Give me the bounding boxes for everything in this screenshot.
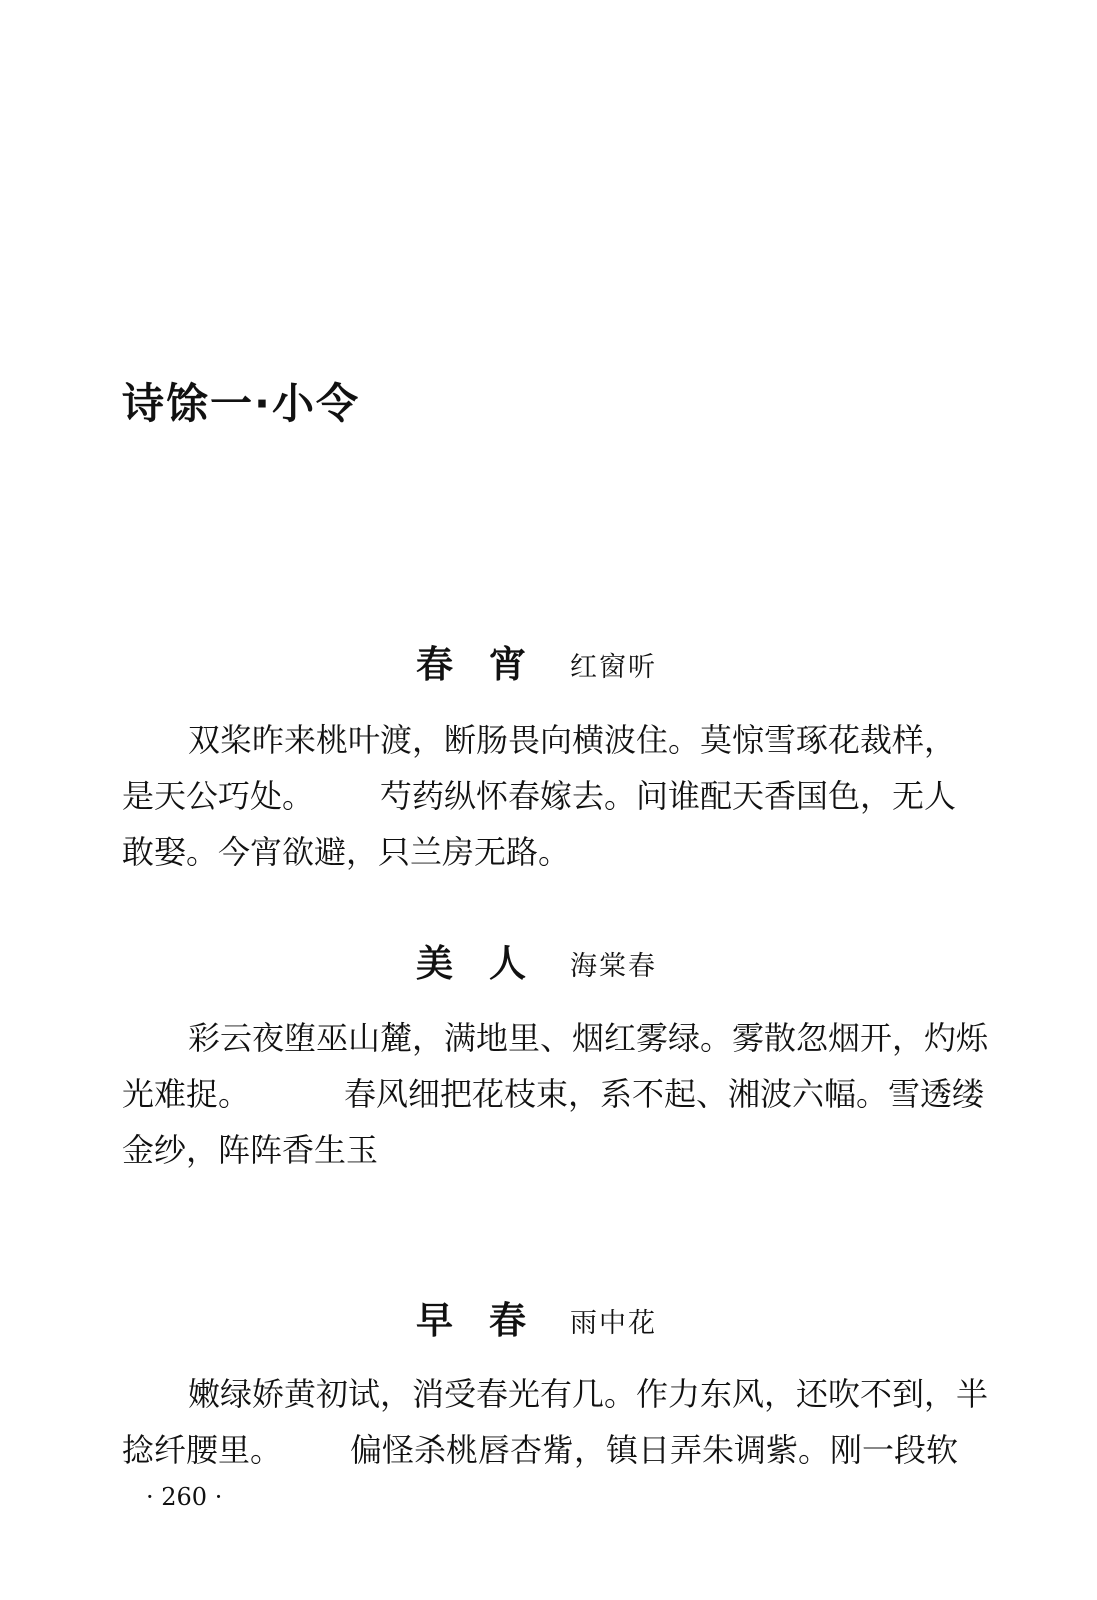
poem-heading xyxy=(0,640,1097,690)
poem-line-part: 光难捉。 xyxy=(122,1075,251,1113)
poem-line-part: 春风细把花枝束，系不起、湘波六幅。雪透缕 xyxy=(344,1075,985,1113)
poem-line: 金纱，阵阵香生玉 xyxy=(122,1131,379,1169)
poem-tune-name: 海棠春 xyxy=(570,951,657,982)
poem-heading xyxy=(0,939,1097,989)
poem-line xyxy=(122,1422,962,1478)
poem-title: 美人 xyxy=(416,942,562,985)
poem-line: 嫩绿娇黄初试，消受春光有几。作力东风，还吹不到，半 xyxy=(188,1375,989,1413)
page-number: · 260 · xyxy=(146,1483,223,1511)
poem-tune-name: 红窗听 xyxy=(570,652,657,683)
poem-line-part: 是天公巧处。 xyxy=(122,777,315,815)
poem-title: 早春 xyxy=(416,1299,562,1342)
poem-line-part: 芍药纵怀春嫁去。问谁配天香国色，无人 xyxy=(380,777,957,815)
poem-line-part: 偏怪杀桃唇杏觜，镇日弄朱调紫。刚一段软 xyxy=(350,1431,959,1469)
poem-line: 彩云夜堕巫山麓，满地里、烟红雾绿。雾散忽烟开，灼烁 xyxy=(188,1019,989,1057)
poem-line: 敢娶。今宵欲避，只兰房无路。 xyxy=(122,833,571,871)
poem-line xyxy=(122,1066,985,1122)
poem-body xyxy=(122,1010,989,1178)
poem-tune-name: 雨中花 xyxy=(570,1308,657,1339)
poem-body xyxy=(122,1366,989,1478)
poem-line xyxy=(122,768,962,824)
poem-title: 春宵 xyxy=(416,643,562,686)
poem-line: 双桨昨来桃叶渡，断肠畏向横波住。莫惊雪琢花裁样， xyxy=(188,721,957,759)
section-title: 诗馀一·小令 xyxy=(122,379,360,428)
poem-heading xyxy=(0,1296,1097,1346)
poem-line-part: 捻纤腰里。 xyxy=(122,1431,283,1469)
poem-body xyxy=(122,712,962,880)
